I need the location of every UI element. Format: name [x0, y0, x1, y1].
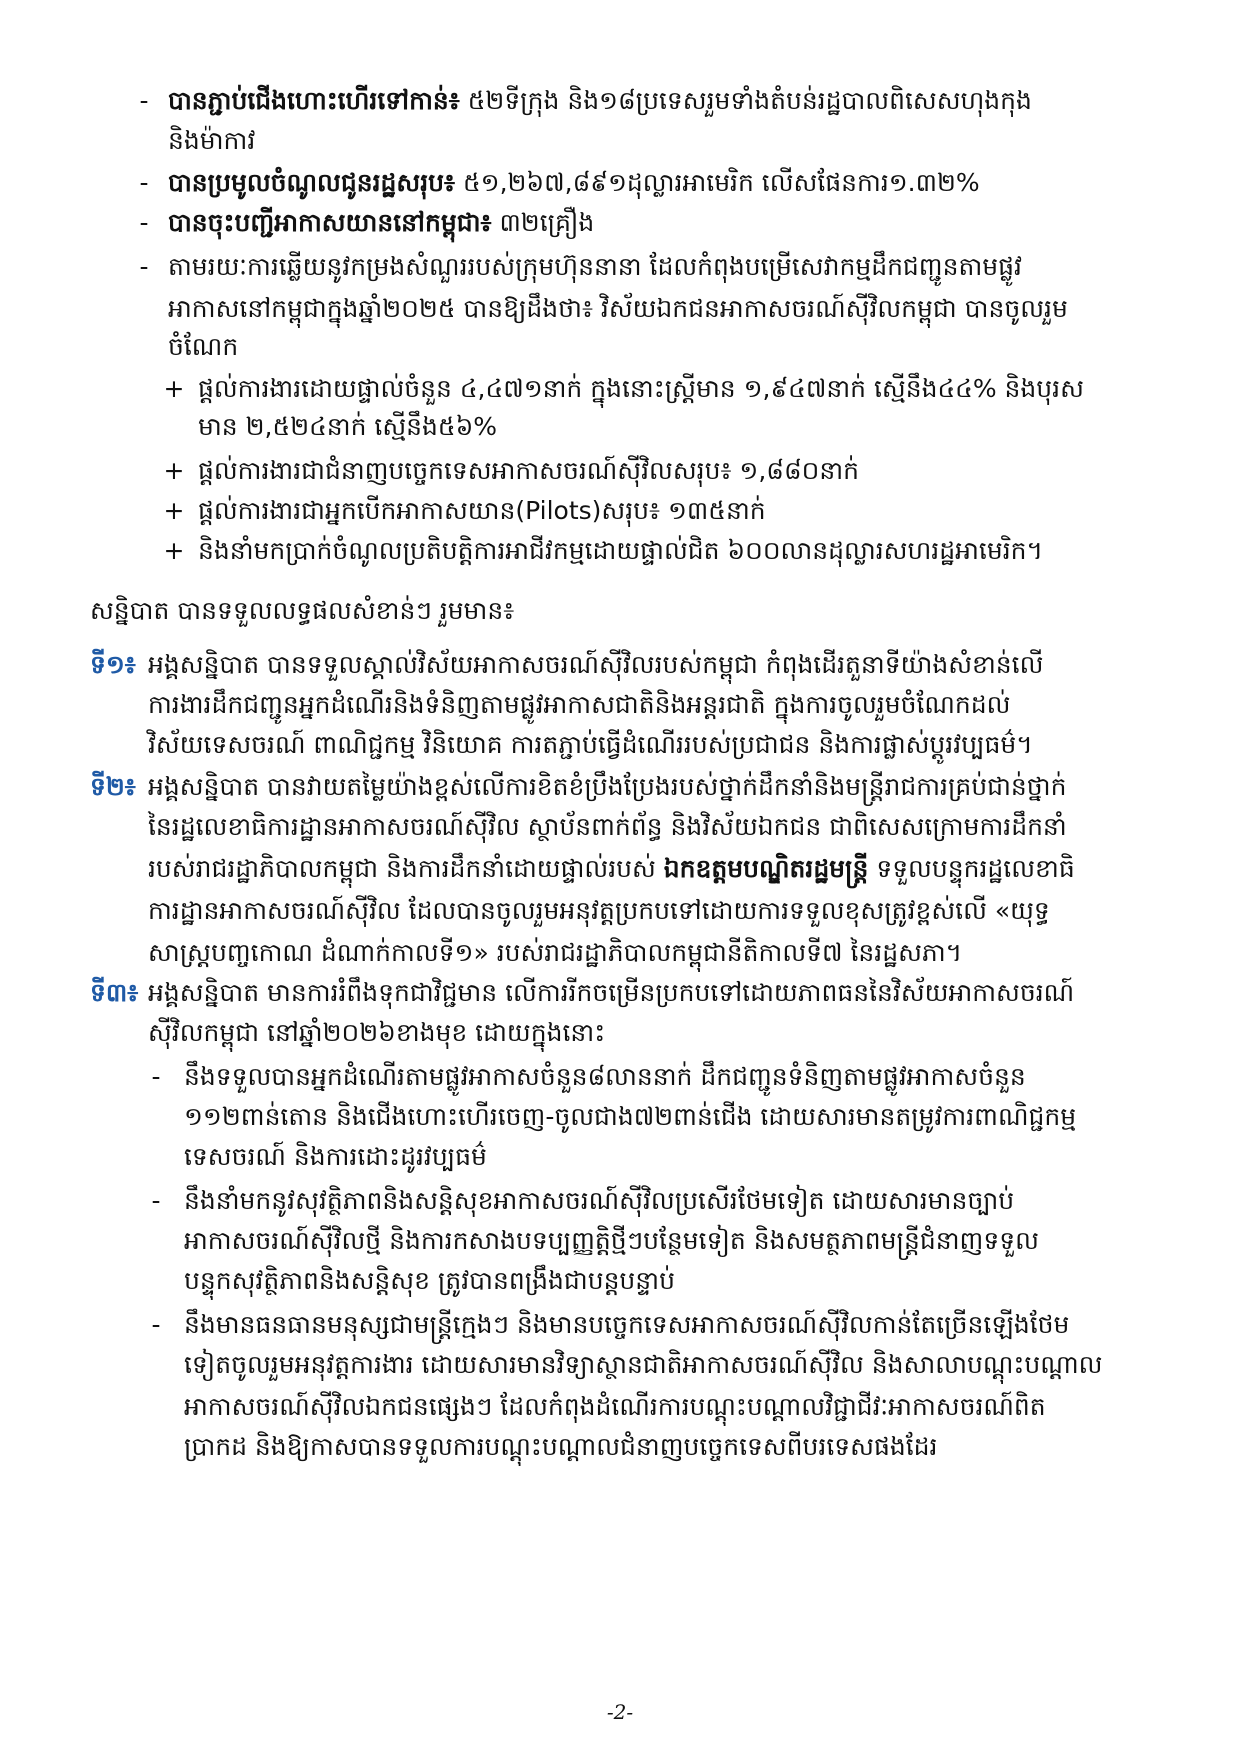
sub-bullet-jobs: ផ្តល់ការងារដោយផ្ទាល់ចំនួន ៤,៤៧១នាក់ ក្នុងនោះស្រ្តីមាន ១,៩៤៧នាក់ ស្មើនឹង៤៤% និងបុរស [198, 374, 1084, 403]
sub-bullet-income: និងនាំមកប្រាក់ចំណូលប្រតិបត្តិការអាជីវកម្មដោយផ្ទាល់ជិត ៦០០លានដុល្លារសហរដ្ឋអាមេរិក។ [198, 536, 1043, 565]
page-number: -2- [606, 1700, 634, 1724]
forecast-line: អាកាសចរណ៍ស៊ីវិលថ្មី និងការកសាងបទប្បញ្ញត្តិថ្មីៗបន្ថែមទៀត និងសមត្ថភាពមន្រ្តីជំនាញទទួល [184, 1226, 1039, 1255]
result-1-line: ការងារដឹកជញ្ជូនអ្នកដំណើរនិងទំនិញតាមផ្លូវអាកាសជាតិនិងអន្តរជាតិ ក្នុងការចូលរួមចំណែកដល់ [148, 690, 1011, 719]
result-label: ទី២៖ [90, 772, 136, 801]
bullet-label: បានភ្ជាប់ជើងហោះហើរទៅកាន់៖ [168, 86, 460, 115]
bullet-continuation: និងម៉ាកាវ [168, 126, 256, 155]
dash-bullet: - [151, 1062, 161, 1091]
dash-bullet: - [139, 252, 149, 281]
result-label: ទី៣៖ [90, 978, 139, 1007]
dash-bullet: - [139, 86, 149, 115]
dash-bullet: - [139, 208, 149, 237]
result-2-line: អង្គសន្និបាត បានវាយតម្លៃយ៉ាងខ្ពស់លើការខិតខំប្រឹងប្រែងរបស់ថ្នាក់ដឹកនាំនិងមន្រ្តីរាជការគ្រប់ជាន់ថ្នាក់ [148, 772, 1067, 801]
bullet-survey: តាមរយៈការឆ្លើយនូវកម្រងសំណួររបស់ក្រុមហ៊ុននានា ដែលកំពុងបម្រើសេវាកម្មដឹកជញ្ជូនតាមផ្លូវ [168, 252, 1022, 281]
dash-bullet: - [151, 1310, 161, 1339]
bullet-connections: បានភ្ជាប់ជើងហោះហើរទៅកាន់៖ ៥២ទីក្រុង និង១៨ប្រទេសរួមទាំងតំបន់រដ្ឋបាលពិសេសហុងកុង [168, 86, 1032, 115]
results-heading: សន្និបាត បានទទួលលទ្ធផលសំខាន់ៗ រួមមាន៖ [90, 596, 515, 625]
result-label: ទី១៖ [90, 650, 136, 679]
result-2-line: សាស្រ្តបញ្ចកោណ ដំណាក់កាលទី១» របស់រាជរដ្ឋាភិបាលកម្ពុជានីតិកាលទី៧ នៃរដ្ឋសភា។ [148, 938, 963, 967]
result-1-line: វិស័យទេសចរណ៍ ពាណិជ្ជកម្ម វិនិយោគ ការតភ្ជាប់ធ្វើដំណើររបស់ប្រជាជន និងការផ្លាស់ប្តូរវប្បធម៌។ [148, 730, 1033, 759]
forecast-line: នឹងមានធនធានមនុស្សជាមន្រ្តីក្មេងៗ និងមានបច្ចេកទេសអាកាសចរណ៍ស៊ីវិលកាន់តែច្រើនឡើងថែម [184, 1310, 1070, 1339]
bullet-revenue: បានប្រមូលចំណូលជូនរដ្ឋសរុប៖ ៥១,២៦៧,៨៩១ដុល្លារអាមេរិក លើសផែនការ១.៣២% [168, 168, 980, 197]
plus-bullet: + [163, 456, 185, 485]
result-1-line: អង្គសន្និបាត បានទទួលស្គាល់វិស័យអាកាសចរណ៍ស៊ីវិលរបស់កម្ពុជា កំពុងដើរតួនាទីយ៉ាងសំខាន់លើ [148, 650, 1044, 679]
dash-bullet: - [151, 1186, 161, 1215]
sub-bullet-pilots: ផ្តល់ការងារជាអ្នកបើកអាកាសយាន(Pilots)សរុប៖ ១៣៥នាក់ [198, 496, 766, 525]
bullet-continuation: ចំណែក [168, 332, 239, 361]
plus-bullet: + [163, 536, 185, 565]
result-2-line: នៃរដ្ឋលេខាធិការដ្ឋានអាកាសចរណ៍ស៊ីវិល ស្ថាប័នពាក់ព័ន្ធ និងវិស័យឯកជន ជាពិសេសក្រោមការដឹកនាំ [148, 812, 1067, 841]
bullet-label: បានប្រមូលចំណូលជូនរដ្ឋសរុប៖ [168, 168, 455, 197]
forecast-line: ទេសចរណ៍ និងការដោះដូរវប្បធម៌ [184, 1142, 487, 1171]
forecast-line: អាកាសចរណ៍ស៊ីវិលឯកជនផ្សេងៗ ដែលកំពុងដំណើរការបណ្តុះបណ្តាលវិជ្ជាជីវៈអាកាសចរណ៍ពិត [184, 1392, 1046, 1421]
forecast-line: នឹងទទួលបានអ្នកដំណើរតាមផ្លូវអាកាសចំនួន៨លាននាក់ ដឹកជញ្ជូនទំនិញតាមផ្លូវអាកាសចំនួន [184, 1062, 1026, 1091]
result-3-line: អង្គសន្និបាត មានការរំពឹងទុកជាវិជ្ជមាន លើការរីកចម្រើនប្រកបទៅដោយភាពធននៃវិស័យអាកាសចរណ៍ [148, 978, 1075, 1007]
forecast-line: បន្ទុកសុវត្ថិភាពនិងសន្តិសុខ ត្រូវបានពង្រឹងជាបន្តបន្ទាប់ [184, 1266, 675, 1295]
bullet-aircraft-registered: បានចុះបញ្ជីអាកាសយាននៅកម្ពុជា៖ ៣២គ្រឿង [168, 208, 595, 237]
sub-bullet-technical-jobs: ផ្តល់ការងារជាជំនាញបច្ចេកទេសអាកាសចរណ៍ស៊ីវិលសរុប៖ ១,៨៨០នាក់ [198, 456, 860, 485]
result-3-line: ស៊ីវិលកម្ពុជា នៅឆ្នាំ២០២៦ខាងមុខ ដោយក្នុងនោះ [148, 1018, 606, 1047]
forecast-line: នឹងនាំមកនូវសុវត្ថិភាពនិងសន្តិសុខអាកាសចរណ៍ស៊ីវិលប្រសើរថែមទៀត ដោយសារមានច្បាប់ [184, 1186, 1015, 1215]
result-2-line: ការដ្ឋានអាកាសចរណ៍ស៊ីវិល ដែលបានចូលរួមអនុវត្តប្រកបទៅដោយការទទួលខុសត្រូវខ្ពស់លើ «យុទ្ធ [148, 896, 1050, 925]
forecast-line: ១១២ពាន់តោន និងជើងហោះហើរចេញ-ចូលជាង៧២ពាន់ជើង ដោយសារមានតម្រូវការពាណិជ្ជកម្ម [184, 1102, 1077, 1131]
dash-bullet: - [139, 168, 149, 197]
sub-bullet-continuation: មាន ២,៥២៤នាក់ ស្មើនឹង៥៦% [198, 412, 498, 441]
plus-bullet: + [163, 496, 185, 525]
result-2-line: របស់រាជរដ្ឋាភិបាលកម្ពុជា និងការដឹកនាំដោយផ្ទាល់របស់ ឯកឧត្តមបណ្ឌិតរដ្ឋមន្ត្រី ទទួលបន្ទុករដ្ឋលេខាធិ [148, 854, 1075, 883]
plus-bullet: + [163, 374, 185, 403]
forecast-line: ប្រាកដ និងឱ្យកាសបានទទួលការបណ្តុះបណ្តាលជំនាញបច្ចេកទេសពីបរទេសផងដែរ [184, 1432, 938, 1461]
forecast-line: ទៀតចូលរួមអនុវត្តការងារ ដោយសារមានវិទ្យាស្ថានជាតិអាកាសចរណ៍ស៊ីវិល និងសាលាបណ្តុះបណ្តាល [184, 1350, 1103, 1379]
minister-title: ឯកឧត្តមបណ្ឌិតរដ្ឋមន្ត្រី [663, 854, 869, 883]
bullet-label: បានចុះបញ្ជីអាកាសយាននៅកម្ពុជា៖ [168, 208, 492, 237]
bullet-continuation: អាកាសនៅកម្ពុជាក្នុងឆ្នាំ២០២៥ បានឱ្យដឹងថា៖ វិស័យឯកជនអាកាសចរណ៍ស៊ីវិលកម្ពុជា បានចូលរួម [168, 294, 1068, 323]
